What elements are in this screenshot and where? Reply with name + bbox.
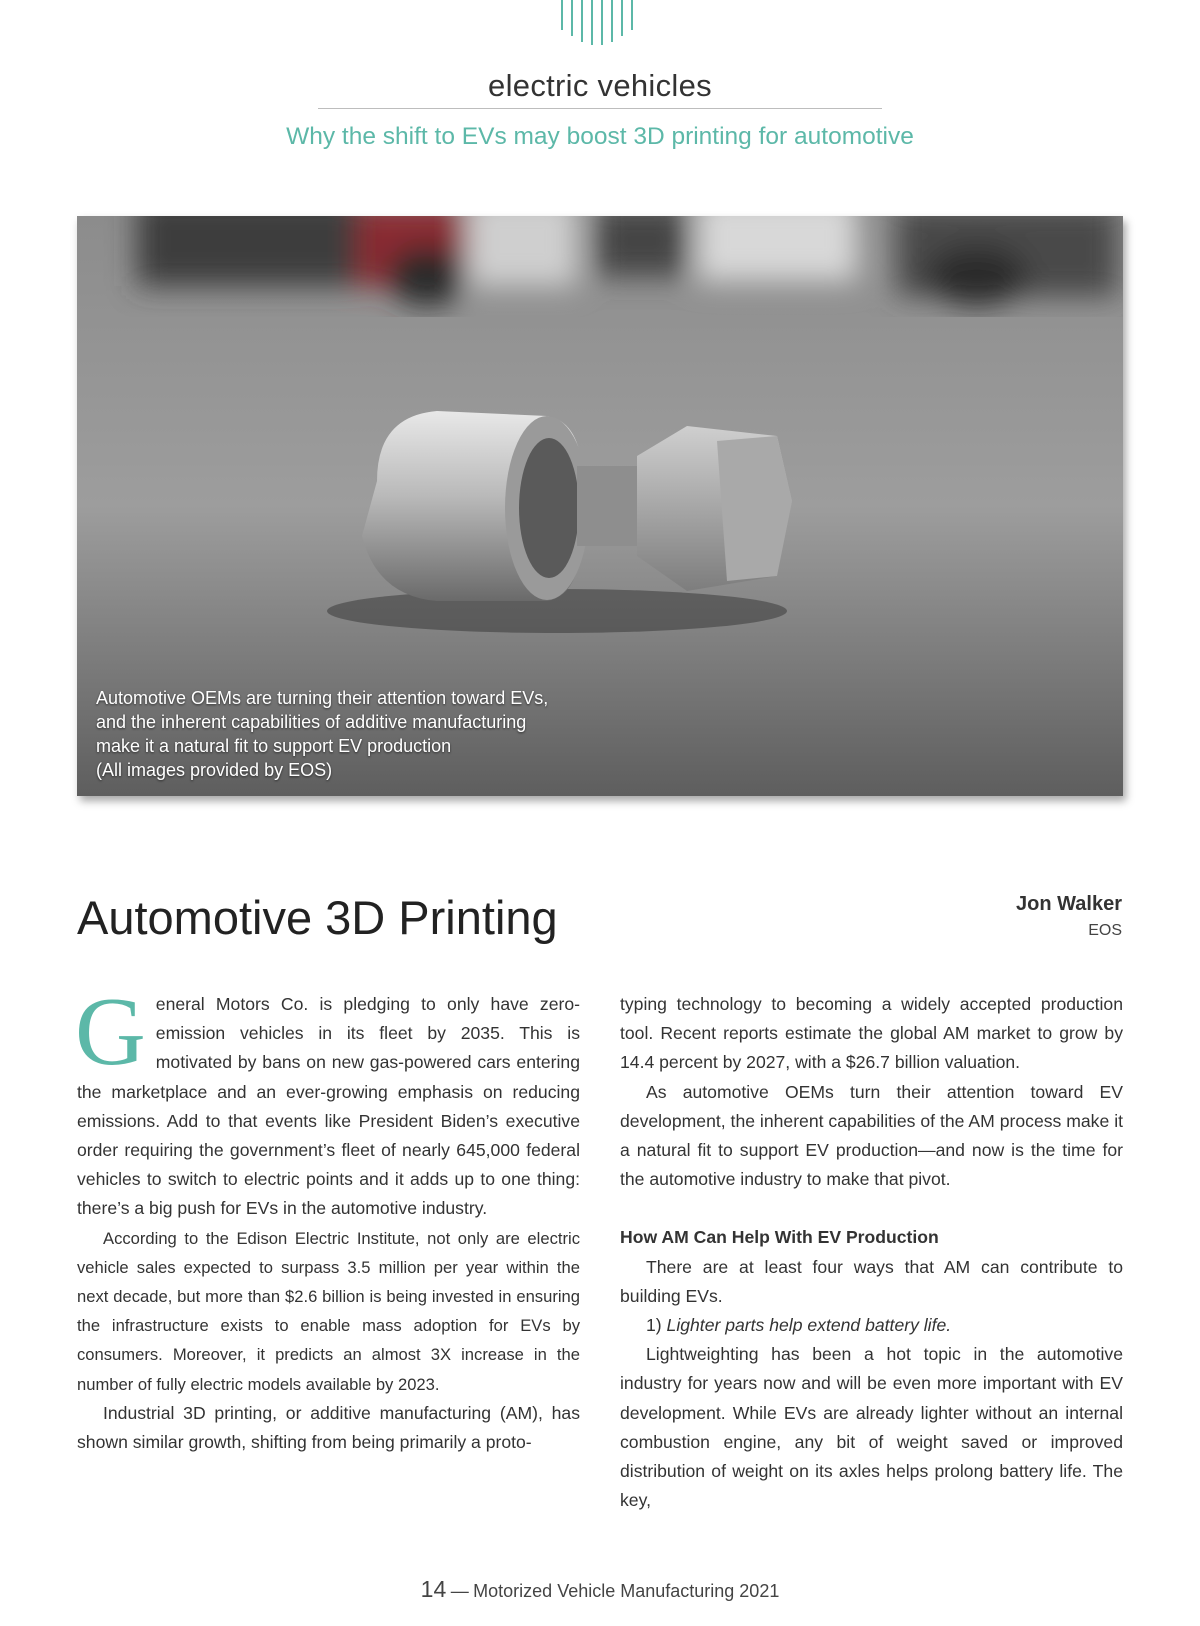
- author-name: Jon Walker: [1016, 893, 1122, 915]
- photo-caption: [96, 686, 656, 782]
- footer-separator: —: [450, 1581, 469, 1601]
- paragraph-4: As automotive OEMs turn their attention toward EV development, the inherent capabilities of the AM process make it a natural fit to support EV production—and now is the time for the automotive industry to make that pivot.: [620, 1081, 1123, 1190]
- section-label: electric vehicles: [488, 68, 712, 103]
- drop-cap: G: [75, 978, 146, 1086]
- paragraph-2: According to the Edison Electric Institute, not only are electric vehicle sales expected to surpass 3.5 million per year within the next decade, but more than $2.6 billion is being invested in ensuring the infrastructure exists to enable mass adoption for EVs by consumers. Moreover, it predicts an almost 3X increase in the number of fully electric models available by 2023.: [77, 1228, 580, 1394]
- paragraph-3: Industrial 3D printing, or additive manufacturing (AM), has shown similar growth, shifting from being primarily a proto-: [77, 1402, 580, 1453]
- list-item-title: Lighter parts help extend battery life.: [666, 1315, 952, 1336]
- section-divider: [318, 108, 882, 109]
- caption-credit: (All images provided by EOS): [96, 760, 333, 780]
- article-subtitle: Why the shift to EVs may boost 3D printing for automotive: [286, 123, 914, 150]
- caption-line: and the inherent capabilities of additive manufacturing: [96, 712, 527, 732]
- caption-line: Automotive OEMs are turning their attention toward EVs,: [96, 688, 549, 708]
- publication-name: Motorized Vehicle Manufacturing 2021: [473, 1581, 780, 1601]
- caption-line: make it a natural fit to support EV production: [96, 736, 452, 756]
- paragraph-1-text: eneral Motors Co. is pledging to only have zero-emission vehicles in its fleet by 2035. This is motivated by bans on new gas-powered cars entering the marketplace and an ever-growing emphasis on reducing emissions. Add to that events like President Biden’s executive order requiring the government’s fleet of nearly 645,000 federal vehicles to switch to electric points and it adds up to one thing: there’s a big push for EVs in the automotive industry.: [77, 994, 580, 1219]
- article-column-left: [75, 978, 580, 1457]
- paragraph-6: [620, 1311, 1123, 1340]
- list-number: 1): [646, 1315, 667, 1336]
- page-number: 14: [420, 1576, 447, 1602]
- author-organization: EOS: [1088, 922, 1122, 939]
- article-column-right-text: [620, 990, 1123, 1515]
- paragraph-1: [75, 978, 580, 1224]
- lead-photo: [77, 216, 1123, 796]
- page-footer: [0, 1576, 1200, 1603]
- paragraph-3-continued: typing technology to becoming a widely accepted production tool. Recent reports estimate the global AM market to grow by 14.4 percent by 2027, with a $26.7 billion valuation.: [620, 994, 1123, 1073]
- author-byline: [1016, 893, 1122, 940]
- paragraph-5: There are at least four ways that AM can contribute to building EVs.: [620, 1256, 1123, 1306]
- decorative-lines-icon: [560, 0, 640, 48]
- paragraph-7: Lightweighting has been a hot topic in the automotive industry for years now and will be even more important with EV development. While EVs are already lighter without an internal combustion engine, any bit of weight saved or improved distribution of weight on its axles helps prolong battery life. The key,: [620, 1344, 1123, 1511]
- section-heading: How AM Can Help With EV Production: [620, 1227, 939, 1248]
- article-headline: Automotive 3D Printing: [77, 891, 558, 944]
